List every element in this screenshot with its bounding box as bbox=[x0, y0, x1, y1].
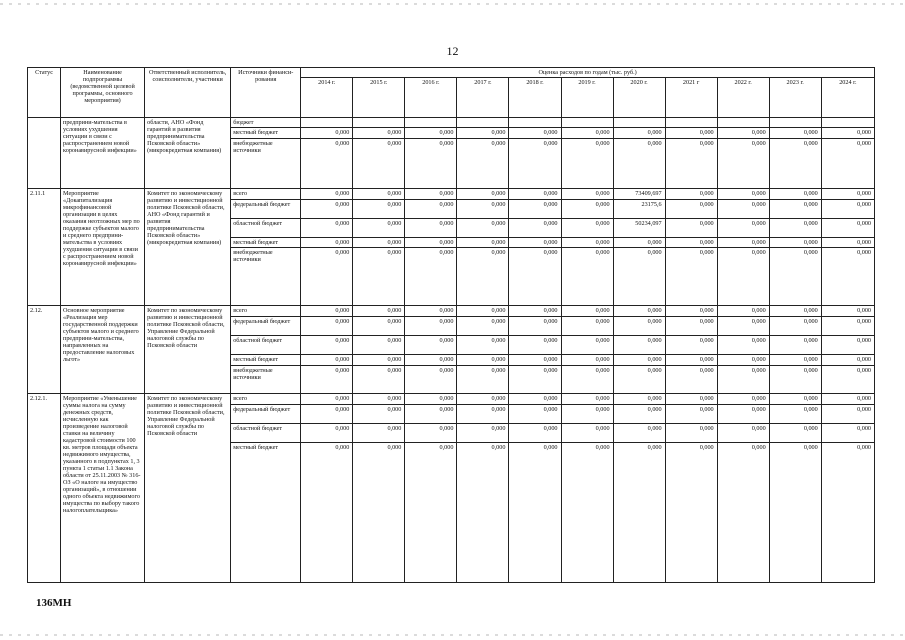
cell-value: 0,000 bbox=[509, 336, 561, 355]
cell-value: 0,000 bbox=[717, 355, 769, 366]
cell-value: 0,000 bbox=[457, 394, 509, 405]
cell-responsible: Комитет по экономическому развитию и инвестиционной политике Псковской области, Управление Федеральной налоговой службы по Псковской области bbox=[145, 394, 231, 583]
cell-value: 0,000 bbox=[405, 189, 457, 200]
header-year: 2022 г. bbox=[717, 78, 769, 118]
cell-value: 0,000 bbox=[769, 238, 821, 248]
header-responsible: Ответственный исполнитель, соисполнители, участники bbox=[145, 68, 231, 118]
cell-value: 0,000 bbox=[301, 128, 353, 139]
cell-value: 0,000 bbox=[717, 139, 769, 189]
cell-value: 0,000 bbox=[301, 219, 353, 238]
cell-value: 0,000 bbox=[301, 306, 353, 317]
cell-value: 0,000 bbox=[613, 405, 665, 424]
cell-value: 0,000 bbox=[509, 366, 561, 394]
cell-value: 0,000 bbox=[769, 248, 821, 306]
cell-value: 0,000 bbox=[665, 306, 717, 317]
cell-value: 0,000 bbox=[561, 238, 613, 248]
cell-value: 0,000 bbox=[613, 355, 665, 366]
cell-value: 0,000 bbox=[561, 200, 613, 219]
table-body bbox=[28, 118, 875, 583]
header-year: 2017 г. bbox=[457, 78, 509, 118]
cell-value: 0,000 bbox=[457, 424, 509, 443]
cell-value: 0,000 bbox=[457, 443, 509, 583]
cell-value bbox=[405, 118, 457, 128]
cell-value: 0,000 bbox=[769, 306, 821, 317]
cell-value bbox=[717, 118, 769, 128]
cell-value: 0,000 bbox=[457, 238, 509, 248]
cell-source: местный бюджет bbox=[231, 128, 301, 139]
header-year: 2018 г. bbox=[509, 78, 561, 118]
cell-value: 0,000 bbox=[301, 238, 353, 248]
header-status: Статус bbox=[28, 68, 61, 118]
cell-value: 0,000 bbox=[457, 366, 509, 394]
cell-value: 0,000 bbox=[717, 394, 769, 405]
cell-value: 0,000 bbox=[717, 336, 769, 355]
cell-value: 0,000 bbox=[301, 424, 353, 443]
cell-value: 23175,6 bbox=[613, 200, 665, 219]
scan-edge-top bbox=[0, 3, 905, 5]
cell-value: 0,000 bbox=[769, 128, 821, 139]
cell-value: 0,000 bbox=[509, 443, 561, 583]
cell-value: 0,000 bbox=[353, 128, 405, 139]
cell-value: 0,000 bbox=[665, 219, 717, 238]
cell-value: 0,000 bbox=[821, 128, 874, 139]
cell-value: 0,000 bbox=[405, 443, 457, 583]
cell-source: внебюджетные источники bbox=[231, 366, 301, 394]
header-name: Наименование подпрограммы (ведомственной целевой программы, основного мероприятия) bbox=[61, 68, 145, 118]
page-number: 12 bbox=[446, 44, 459, 58]
cell-name: Основное мероприятие «Реализация мер государственной поддержки субъектов малого и среднего предприни-мательства, направленных на предоставление налоговых льгот» bbox=[61, 306, 145, 394]
scan-edge-bottom bbox=[0, 634, 905, 636]
cell-value: 0,000 bbox=[405, 394, 457, 405]
document-code: 136МН bbox=[36, 597, 72, 609]
cell-source: федеральный бюджет bbox=[231, 200, 301, 219]
cell-value: 0,000 bbox=[405, 128, 457, 139]
cell-value: 0,000 bbox=[353, 317, 405, 336]
cell-value: 0,000 bbox=[665, 238, 717, 248]
cell-value: 0,000 bbox=[353, 366, 405, 394]
cell-value: 0,000 bbox=[717, 306, 769, 317]
cell-value: 0,000 bbox=[457, 317, 509, 336]
cell-value: 0,000 bbox=[353, 248, 405, 306]
header-year: 2024 г. bbox=[821, 78, 874, 118]
cell-value: 0,000 bbox=[769, 200, 821, 219]
cell-value: 0,000 bbox=[769, 317, 821, 336]
cell-value: 0,000 bbox=[301, 405, 353, 424]
cell-value: 0,000 bbox=[769, 189, 821, 200]
cell-value: 0,000 bbox=[613, 306, 665, 317]
cell-responsible: области, АНО «Фонд гарантий и развития предпринимательства Псковской области» (микрокредитная компания) bbox=[145, 118, 231, 189]
cell-value: 0,000 bbox=[509, 189, 561, 200]
cell-value: 0,000 bbox=[665, 200, 717, 219]
cell-source: внебюджетные источники bbox=[231, 248, 301, 306]
cell-value: 0,000 bbox=[561, 248, 613, 306]
cell-value: 0,000 bbox=[457, 200, 509, 219]
cell-value: 0,000 bbox=[769, 405, 821, 424]
cell-value: 0,000 bbox=[405, 336, 457, 355]
cell-value: 0,000 bbox=[353, 336, 405, 355]
cell-value: 0,000 bbox=[821, 238, 874, 248]
cell-value: 0,000 bbox=[561, 128, 613, 139]
cell-source: федеральный бюджет bbox=[231, 405, 301, 424]
cell-value: 0,000 bbox=[353, 443, 405, 583]
cell-value: 0,000 bbox=[457, 219, 509, 238]
table-row bbox=[28, 118, 875, 128]
header-estimate: Оценка расходов по годам (тыс. руб.) bbox=[301, 68, 875, 78]
cell-value: 0,000 bbox=[717, 424, 769, 443]
cell-value: 0,000 bbox=[665, 248, 717, 306]
cell-value: 0,000 bbox=[509, 219, 561, 238]
cell-value: 0,000 bbox=[561, 424, 613, 443]
cell-value: 0,000 bbox=[353, 238, 405, 248]
cell-value: 0,000 bbox=[613, 317, 665, 336]
cell-value: 0,000 bbox=[353, 139, 405, 189]
header-year: 2023 г. bbox=[769, 78, 821, 118]
cell-value: 0,000 bbox=[561, 443, 613, 583]
table-row bbox=[28, 306, 875, 317]
cell-value bbox=[509, 118, 561, 128]
cell-value: 0,000 bbox=[561, 219, 613, 238]
header-year: 2019 г. bbox=[561, 78, 613, 118]
cell-value: 0,000 bbox=[665, 336, 717, 355]
table-row bbox=[28, 189, 875, 200]
cell-value: 0,000 bbox=[353, 200, 405, 219]
cell-value: 0,000 bbox=[353, 189, 405, 200]
cell-value: 0,000 bbox=[509, 128, 561, 139]
cell-value: 0,000 bbox=[509, 317, 561, 336]
cell-source: внебюджетные источники bbox=[231, 139, 301, 189]
cell-value: 0,000 bbox=[353, 394, 405, 405]
cell-value: 0,000 bbox=[405, 306, 457, 317]
cell-value: 0,000 bbox=[509, 394, 561, 405]
header-sources: Источники финанси-рования bbox=[231, 68, 301, 118]
cell-source: всего bbox=[231, 306, 301, 317]
cell-value: 0,000 bbox=[301, 139, 353, 189]
cell-value: 0,000 bbox=[561, 189, 613, 200]
cell-value: 0,000 bbox=[665, 394, 717, 405]
cell-value: 0,000 bbox=[561, 405, 613, 424]
cell-value: 0,000 bbox=[509, 139, 561, 189]
cell-value: 0,000 bbox=[821, 306, 874, 317]
cell-responsible: Комитет по экономическому развитию и инвестиционной политике Псковской области, Управление Федеральной налоговой службы по Псковской области bbox=[145, 306, 231, 394]
cell-value: 0,000 bbox=[561, 355, 613, 366]
cell-value: 0,000 bbox=[509, 200, 561, 219]
cell-value: 0,000 bbox=[509, 424, 561, 443]
cell-value: 0,000 bbox=[457, 306, 509, 317]
cell-value: 0,000 bbox=[457, 189, 509, 200]
cell-value: 0,000 bbox=[613, 366, 665, 394]
cell-name: Мероприятие «Уменьшение суммы налога на сумму денежных средств, исчисленную как произведение налоговой ставки на величину кадастровой стоимости 100 кв. метров площади объекта недвижимого имущества, указанного в подпунктах 1, 3 пункта 1 статьи 1.1 Закона области от 25.11.2003 № 316-ОЗ «О налоге на имущество организаций», в отношении одного объекта недвижимого имущества по выбору такого налогоплательщика» bbox=[61, 394, 145, 583]
cell-value: 0,000 bbox=[821, 317, 874, 336]
cell-value: 0,000 bbox=[613, 443, 665, 583]
cell-value: 0,000 bbox=[405, 355, 457, 366]
cell-value: 0,000 bbox=[769, 366, 821, 394]
cell-value: 0,000 bbox=[405, 424, 457, 443]
cell-value: 0,000 bbox=[301, 317, 353, 336]
cell-value: 0,000 bbox=[561, 366, 613, 394]
cell-value: 0,000 bbox=[405, 238, 457, 248]
cell-value: 0,000 bbox=[769, 443, 821, 583]
cell-value: 0,000 bbox=[509, 306, 561, 317]
cell-value: 0,000 bbox=[561, 394, 613, 405]
cell-value: 0,000 bbox=[405, 248, 457, 306]
cell-value: 0,000 bbox=[301, 366, 353, 394]
cell-value bbox=[769, 118, 821, 128]
cell-value: 0,000 bbox=[821, 139, 874, 189]
header-year: 2014 г. bbox=[301, 78, 353, 118]
cell-value: 0,000 bbox=[613, 394, 665, 405]
cell-value: 0,000 bbox=[301, 248, 353, 306]
cell-value: 0,000 bbox=[769, 424, 821, 443]
cell-value: 0,000 bbox=[821, 405, 874, 424]
cell-value: 0,000 bbox=[821, 394, 874, 405]
cell-value: 0,000 bbox=[457, 355, 509, 366]
cell-source: всего bbox=[231, 394, 301, 405]
cell-value: 0,000 bbox=[613, 248, 665, 306]
cell-value: 0,000 bbox=[353, 405, 405, 424]
cell-value: 0,000 bbox=[769, 394, 821, 405]
cell-status: 2.11.1 bbox=[28, 189, 61, 306]
cell-value: 0,000 bbox=[665, 317, 717, 336]
cell-value: 0,000 bbox=[821, 219, 874, 238]
cell-source: всего bbox=[231, 189, 301, 200]
cell-value: 50234,097 bbox=[613, 219, 665, 238]
cell-value: 0,000 bbox=[457, 128, 509, 139]
cell-value: 0,000 bbox=[769, 219, 821, 238]
cell-value: 0,000 bbox=[405, 139, 457, 189]
cell-value: 0,000 bbox=[613, 424, 665, 443]
cell-value: 0,000 bbox=[509, 355, 561, 366]
cell-value: 0,000 bbox=[353, 219, 405, 238]
cell-value: 0,000 bbox=[769, 336, 821, 355]
cell-value: 0,000 bbox=[717, 219, 769, 238]
cell-value: 0,000 bbox=[821, 248, 874, 306]
cell-value: 0,000 bbox=[665, 355, 717, 366]
cell-value: 0,000 bbox=[769, 139, 821, 189]
cell-value: 0,000 bbox=[457, 405, 509, 424]
cell-status: 2.12.1. bbox=[28, 394, 61, 583]
cell-value: 0,000 bbox=[561, 139, 613, 189]
cell-source: областной бюджет bbox=[231, 424, 301, 443]
cell-status bbox=[28, 118, 61, 189]
cell-value: 0,000 bbox=[613, 238, 665, 248]
cell-value bbox=[613, 118, 665, 128]
cell-name: предприни-мательства в условиях ухудшения ситуации в связи с распространением новой коронавирусной инфекции» bbox=[61, 118, 145, 189]
cell-value: 0,000 bbox=[613, 128, 665, 139]
cell-source: местный бюджет bbox=[231, 443, 301, 583]
cell-value: 0,000 bbox=[665, 189, 717, 200]
cell-value: 0,000 bbox=[613, 336, 665, 355]
cell-value: 0,000 bbox=[509, 405, 561, 424]
cell-status: 2.12. bbox=[28, 306, 61, 394]
cell-value: 0,000 bbox=[821, 424, 874, 443]
cell-value: 73409,697 bbox=[613, 189, 665, 200]
header-year: 2016 г. bbox=[405, 78, 457, 118]
cell-value: 0,000 bbox=[353, 355, 405, 366]
cell-source: бюджет bbox=[231, 118, 301, 128]
cell-value: 0,000 bbox=[405, 219, 457, 238]
cell-value bbox=[457, 118, 509, 128]
cell-source: местный бюджет bbox=[231, 238, 301, 248]
cell-value: 0,000 bbox=[665, 424, 717, 443]
cell-source: федеральный бюджет bbox=[231, 317, 301, 336]
cell-value: 0,000 bbox=[821, 189, 874, 200]
cell-value: 0,000 bbox=[509, 238, 561, 248]
cell-source: областной бюджет bbox=[231, 336, 301, 355]
cell-value: 0,000 bbox=[405, 366, 457, 394]
cell-value: 0,000 bbox=[717, 238, 769, 248]
cell-value: 0,000 bbox=[301, 394, 353, 405]
cell-value: 0,000 bbox=[561, 317, 613, 336]
cell-value bbox=[353, 118, 405, 128]
cell-value: 0,000 bbox=[457, 336, 509, 355]
cell-source: областной бюджет bbox=[231, 219, 301, 238]
header-year: 2021 г bbox=[665, 78, 717, 118]
cell-value: 0,000 bbox=[821, 336, 874, 355]
table-row bbox=[28, 394, 875, 405]
cell-value: 0,000 bbox=[561, 306, 613, 317]
cell-value: 0,000 bbox=[457, 248, 509, 306]
cell-value bbox=[665, 118, 717, 128]
cell-value: 0,000 bbox=[665, 128, 717, 139]
cell-value: 0,000 bbox=[821, 355, 874, 366]
cell-value: 0,000 bbox=[717, 189, 769, 200]
cell-name: Мероприятие «Докапитализация микрофинансовой организации в целях оказания неотложных мер по поддержке субъектов малого и среднего предприни-мательства в условиях ухудшения ситуации в связи с распространением новой коронавирусной инфекции» bbox=[61, 189, 145, 306]
cell-value: 0,000 bbox=[405, 405, 457, 424]
cell-value: 0,000 bbox=[821, 366, 874, 394]
header-year: 2015 г. bbox=[353, 78, 405, 118]
cell-value: 0,000 bbox=[717, 366, 769, 394]
cell-value: 0,000 bbox=[717, 317, 769, 336]
cell-value: 0,000 bbox=[509, 248, 561, 306]
cell-value: 0,000 bbox=[821, 443, 874, 583]
cell-value: 0,000 bbox=[821, 200, 874, 219]
cell-source: местный бюджет bbox=[231, 355, 301, 366]
cell-value: 0,000 bbox=[769, 355, 821, 366]
cell-value: 0,000 bbox=[665, 139, 717, 189]
cell-value: 0,000 bbox=[405, 200, 457, 219]
expenditure-table bbox=[27, 67, 875, 583]
cell-value: 0,000 bbox=[405, 317, 457, 336]
header-year: 2020 г. bbox=[613, 78, 665, 118]
cell-responsible: Комитет по экономическому развитию и инвестиционной политике Псковской области, АНО «Фонд гарантий и развития предпринимательства Псковской области» (микрокредитная компания) bbox=[145, 189, 231, 306]
cell-value: 0,000 bbox=[613, 139, 665, 189]
cell-value: 0,000 bbox=[353, 306, 405, 317]
cell-value: 0,000 bbox=[717, 128, 769, 139]
cell-value: 0,000 bbox=[665, 366, 717, 394]
cell-value: 0,000 bbox=[301, 200, 353, 219]
cell-value: 0,000 bbox=[457, 139, 509, 189]
cell-value: 0,000 bbox=[717, 405, 769, 424]
header-row-top bbox=[28, 68, 875, 78]
cell-value: 0,000 bbox=[301, 355, 353, 366]
cell-value bbox=[821, 118, 874, 128]
cell-value: 0,000 bbox=[301, 443, 353, 583]
cell-value bbox=[561, 118, 613, 128]
cell-value: 0,000 bbox=[561, 336, 613, 355]
cell-value: 0,000 bbox=[301, 336, 353, 355]
cell-value: 0,000 bbox=[665, 405, 717, 424]
cell-value: 0,000 bbox=[717, 443, 769, 583]
cell-value: 0,000 bbox=[301, 189, 353, 200]
cell-value bbox=[301, 118, 353, 128]
cell-value: 0,000 bbox=[665, 443, 717, 583]
cell-value: 0,000 bbox=[717, 200, 769, 219]
cell-value: 0,000 bbox=[353, 424, 405, 443]
cell-value: 0,000 bbox=[717, 248, 769, 306]
